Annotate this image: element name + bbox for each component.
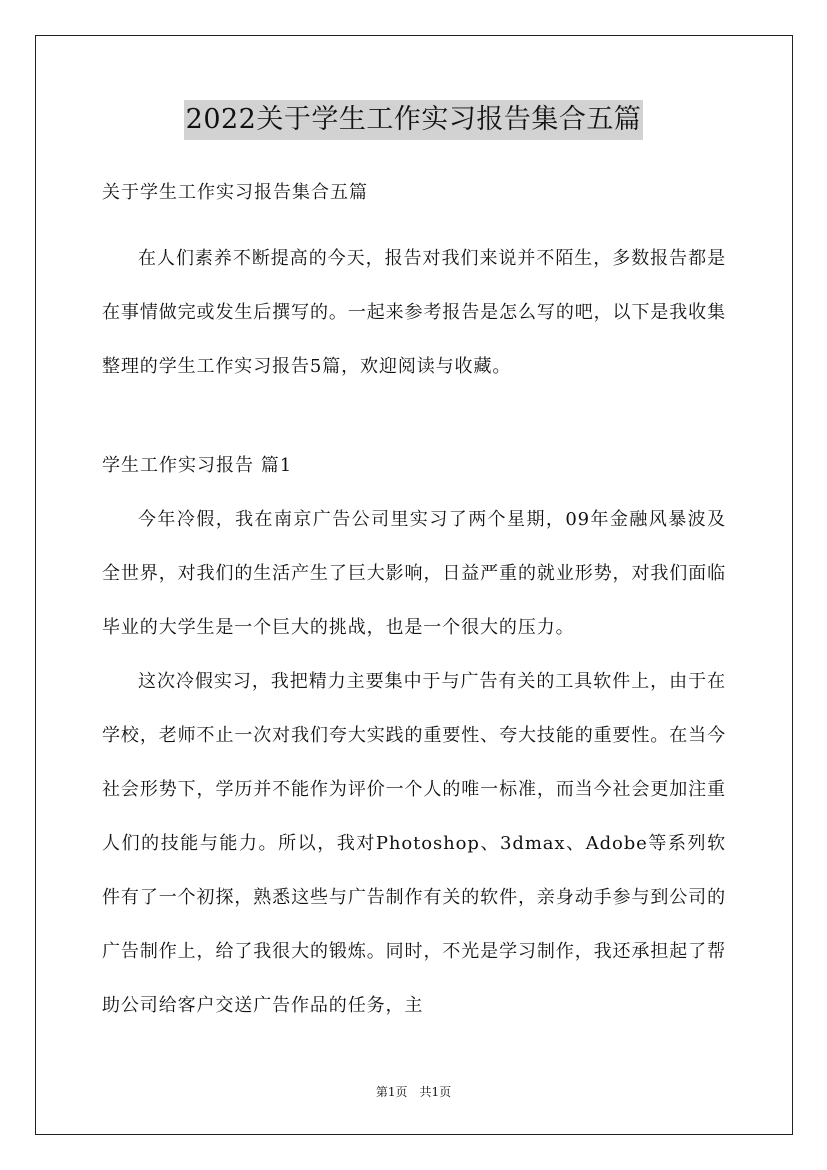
- intro-paragraph: 在人们素养不断提高的今天，报告对我们来说并不陌生，多数报告都是在事情做完或发生后撰写的。一起来参考报告是怎么写的吧，以下是我收集整理的学生工作实习报告5篇，欢迎阅读与收藏。: [102, 248, 726, 377]
- body-paragraph-1: 今年冷假，我在南京广告公司里实习了两个星期，09年金融风暴波及全世界，对我们的生活产生了巨大影响，日益严重的就业形势，对我们面临毕业的大学生是一个巨大的挑战，也是一个很大的压力。: [102, 509, 726, 638]
- document-subtitle: 关于学生工作实习报告集合五篇: [102, 182, 368, 203]
- section-heading: 学生工作实习报告 篇1: [102, 455, 293, 476]
- document-title: 2022关于学生工作实习报告集合五篇: [184, 100, 644, 140]
- title-container: [0, 100, 827, 140]
- body-paragraph-2: 这次冷假实习，我把精力主要集中于与广告有关的工具软件上，由于在学校，老师不止一次对我们夸大实践的重要性、夸大技能的重要性。在当今社会形势下，学历并不能作为评价一个人的唯一标准，而当今社会更加注重人们的技能与能力。所以，我对Photoshop、3dmax、Adobe等系列软件有了一个初探，熟悉这些与广告制作有关的软件，亲身动手参与到公司的广告制作上，给了我很大的锻炼。同时，不光是学习制作，我还承担起了帮助公司给客户交送广告作品的任务，主: [102, 671, 726, 1016]
- page-footer: [0, 1083, 827, 1101]
- page-total: 共1页: [419, 1085, 452, 1099]
- page-number: 第1页: [375, 1085, 408, 1099]
